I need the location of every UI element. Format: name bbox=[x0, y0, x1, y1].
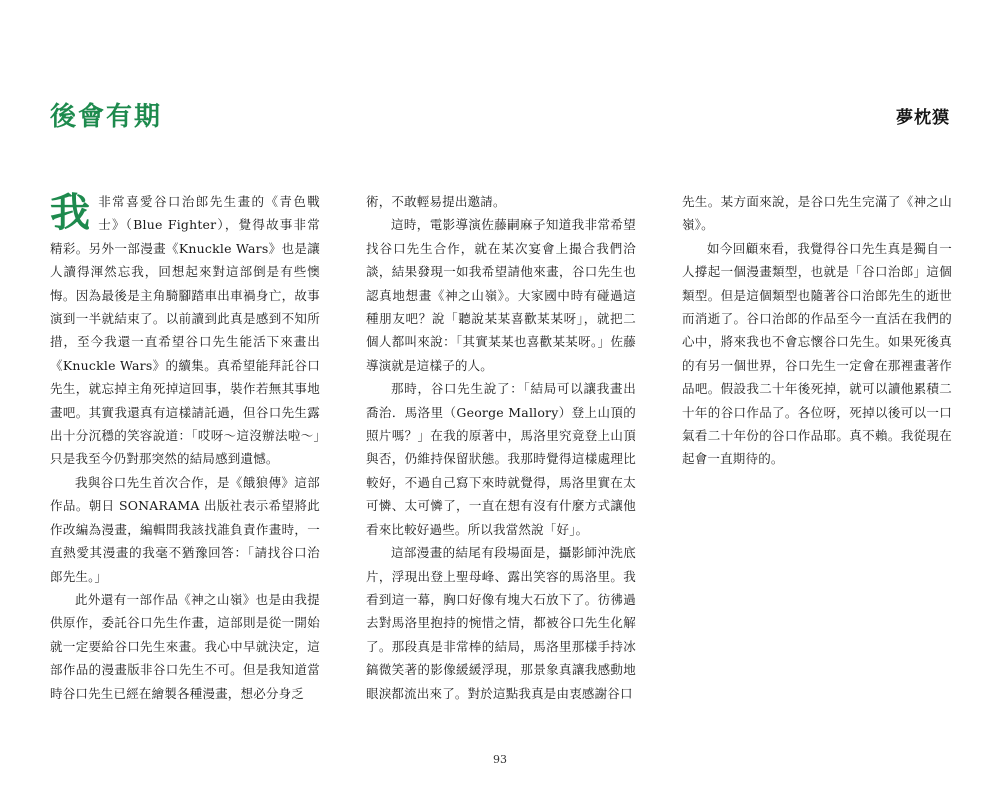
text-column-3 bbox=[682, 190, 952, 471]
article-title: 後會有期 bbox=[50, 102, 163, 132]
paragraph: 那時，谷口先生說了：「結局可以讓我畫出喬治．馬洛里（George Mallory）登上山頂的照片嗎？」在我的原著中，馬洛里究竟登上山頂與否，仍維持保留狀態。我那時覺得這樣處理比較好，不過自己寫下來時就覺得，馬洛里實在太可憐、太可憐了，一直在想有沒有什麼方式讓他看來比較好過些。所以我當然說「好」。 bbox=[366, 381, 636, 537]
text-column-2 bbox=[366, 190, 636, 705]
paragraph: 我與谷口先生首次合作，是《餓狼傳》這部作品。朝日 SONARAMA 出版社表示希望將此作改編為漫畫，編輯問我該找誰負責作畫時，一直熱愛其漫畫的我毫不猶豫回答：「請找谷口治郎先生。」 bbox=[50, 474, 320, 584]
paragraph bbox=[50, 190, 320, 471]
paragraph-text: 非常喜愛谷口治郎先生畫的《青色戰士》（Blue Fighter），覺得故事非常精彩。另外一部漫畫《Knuckle Wars》也是讓人讀得渾然忘我，回想起來對這部倒是有些懊悔。因為最後是主角騎腳踏車出車禍身亡，故事演到一半就結束了。以前讀到此真是感到不知所措，至今我還一直希望谷口先生能活下來畫出《Knuckle Wars》的續集。真希望能拜託谷口先生，就忘掉主角死掉這回事，裝作若無其事地畫吧。其實我還真有這樣請託過，但谷口先生露出十分沉穩的笑容說道：「哎呀～這沒辦法啦～」只是我至今仍對那突然的結局感到遺憾。 bbox=[50, 194, 320, 467]
text-column-1 bbox=[50, 190, 320, 705]
paragraph: 術，不敢輕易提出邀請。 bbox=[366, 194, 506, 209]
drop-cap: 我 bbox=[50, 189, 91, 236]
paragraph: 這時，電影導演佐藤嗣麻子知道我非常希望找谷口先生合作，就在某次宴會上撮合我們洽談，結果發現一如我希望請他來畫，谷口先生也認真地想畫《神之山嶺》。大家國中時有碰過這種朋友吧？說「聽說某某喜歡某某呀」，就把二個人都叫來說：「其實某某也喜歡某某呀。」佐藤導演就是這樣子的人。 bbox=[366, 217, 636, 373]
paragraph: 如今回顧來看，我覺得谷口先生真是獨自一人撐起一個漫畫類型，也就是「谷口治郎」這個類型。但是這個類型也隨著谷口治郎先生的逝世而消逝了。谷口治郎的作品至今一直活在我們的心中，將來我也不會忘懷谷口先生。如果死後真的有另一個世界，谷口先生一定會在那裡畫著作品吧。假設我二十年後死掉，就可以讀他累積二十年的谷口作品了。各位呀，死掉以後可以一口氣看二十年份的谷口作品耶。真不賴。我從現在起會一直期待的。 bbox=[682, 240, 952, 467]
article-author: 夢枕獏 bbox=[896, 108, 950, 128]
paragraph: 先生。某方面來說，是谷口先生完滿了《神之山嶺》。 bbox=[682, 194, 952, 233]
paragraph: 這部漫畫的結尾有段場面是，攝影師沖洗底片，浮現出登上聖母峰、露出笑容的馬洛里。我看到這一幕，胸口好像有塊大石放下了。彷彿過去對馬洛里抱持的惋惜之情，都被谷口先生化解了。那段真是非常棒的結局，馬洛里那樣手持冰鎬微笑著的影像緩緩浮現，那景象真讓我感動地眼淚都流出來了。對於這點我真是由衷感謝谷口 bbox=[366, 545, 636, 701]
page-number: 93 bbox=[493, 753, 507, 766]
paragraph: 此外還有一部作品《神之山嶺》也是由我提供原作，委託谷口先生作畫，這部則是從一開始就一定要給谷口先生來畫。我心中早就決定，這部作品的漫畫版非谷口先生不可。但是我知道當時谷口先生已經在繪製各種漫畫，想必分身乏 bbox=[50, 591, 320, 701]
